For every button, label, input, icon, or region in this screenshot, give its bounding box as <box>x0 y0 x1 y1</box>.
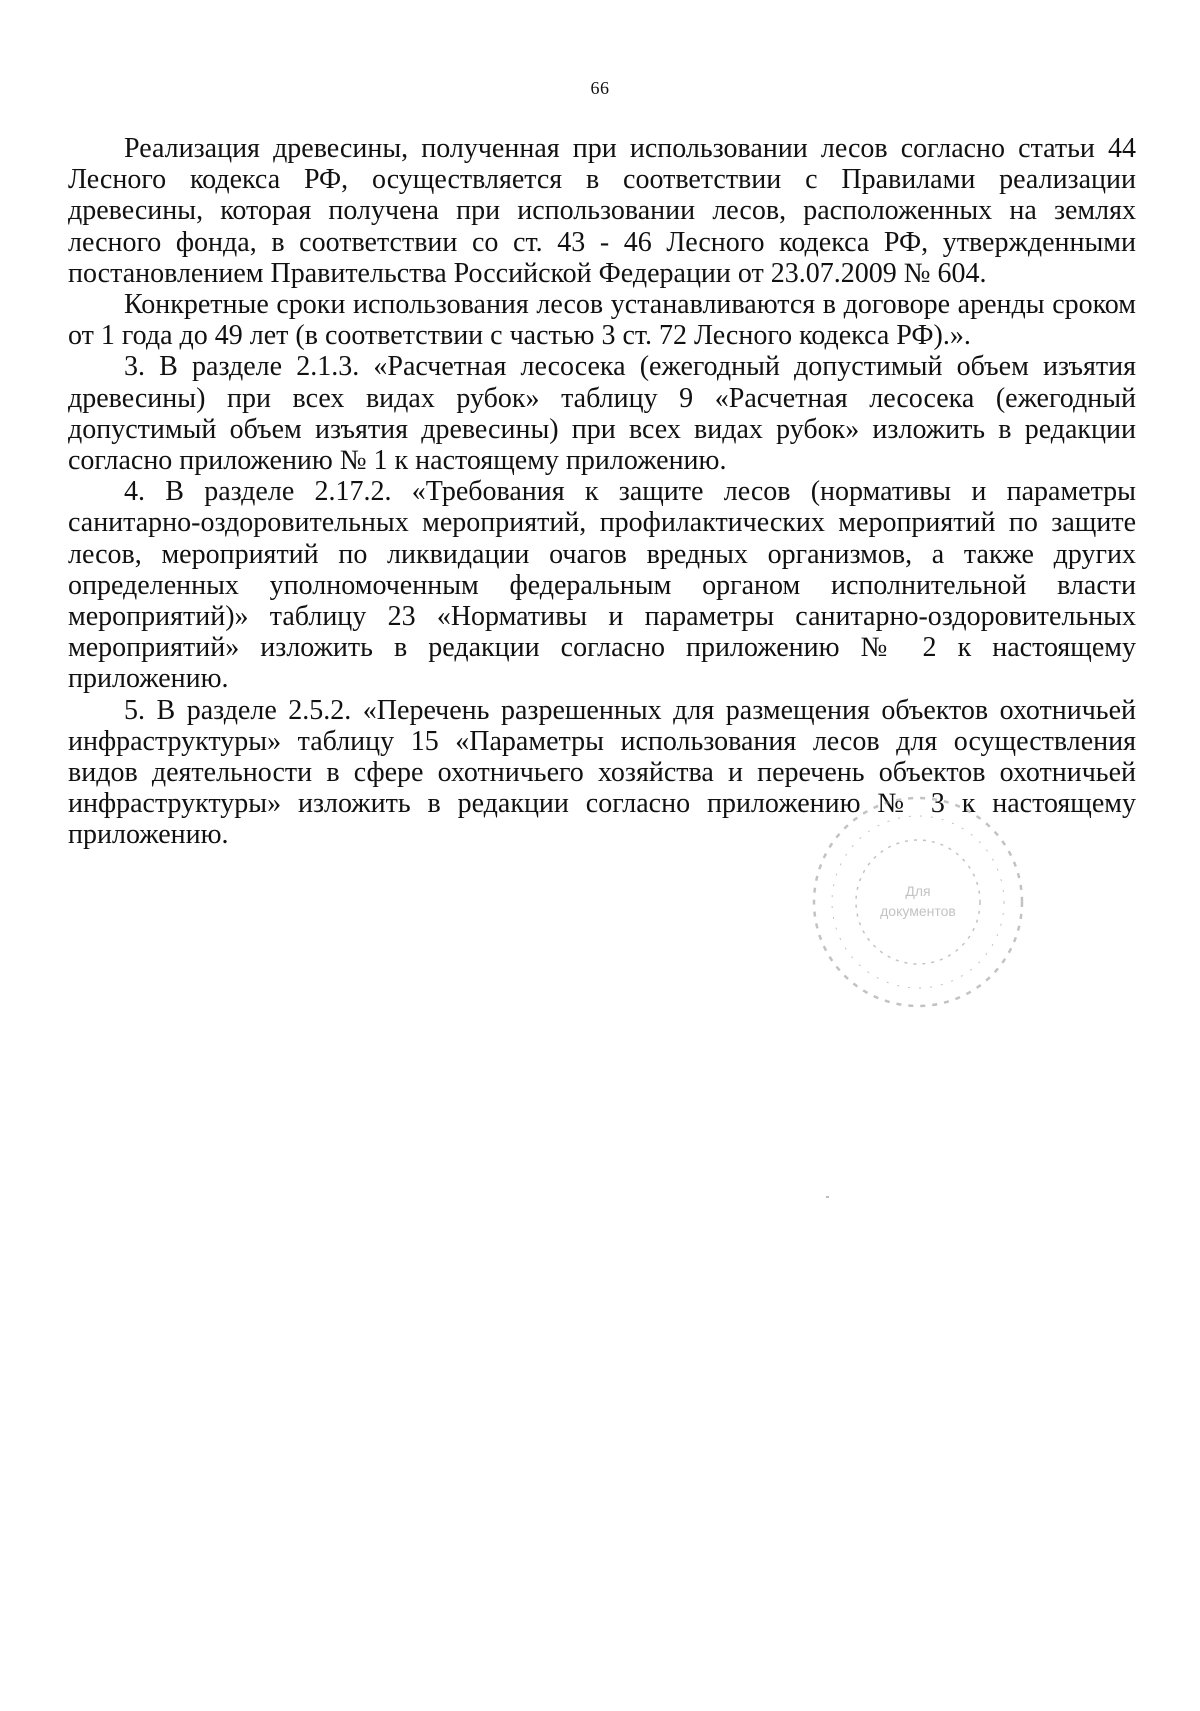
paragraph-item-4: 4. В разделе 2.17.2. «Требования к защите лесов (нормативы и параметры санитарно-оздоровительных мероприятий, профилактических мероприятий по защите лесов, мероприятий по ликвидации очагов вредных организмов, а также других определенных уполномоченным федеральным органом исполнительной власти мероприятий)» таблицу 23 «Нормативы и параметры санитарно-оздоровительных мероприятий» изложить в редакции согласно приложению № 2 к настоящему приложению. <box>68 476 1136 695</box>
scan-speck <box>826 1196 829 1198</box>
stamp-inner-ring <box>856 840 980 964</box>
stamp-center-line-2: документов <box>880 903 956 919</box>
stamp-center-line-1: Для <box>905 883 931 899</box>
document-body <box>68 133 1136 851</box>
paragraph-item-3: 3. В разделе 2.1.3. «Расчетная лесосека (ежегодный допустимый объем изъятия древесины) при всех видах рубок» таблицу 9 «Расчетная лесосека (ежегодный допустимый объем изъятия древесины) при всех видах рубок» изложить в редакции согласно приложению № 1 к настоящему приложению. <box>68 351 1136 477</box>
paragraph-lease-terms: Конкретные сроки использования лесов устанавливаются в договоре аренды сроком от 1 года до 49 лет (в соответствии с частью 3 ст. 72 Лесного кодекса РФ).». <box>68 289 1136 352</box>
paragraph-item-5: 5. В разделе 2.5.2. «Перечень разрешенных для размещения объектов охотничьей инфраструктуры» таблицу 15 «Параметры использования лесов для осуществления видов деятельности в сфере охотничьего хозяйства и перечень объектов охотничьей инфраструктуры» изложить в редакции согласно приложению № 3 к настоящему приложению. <box>68 694 1136 851</box>
page-number: 66 <box>590 78 610 98</box>
paragraph-timber-sale: Реализация древесины, полученная при использовании лесов согласно статьи 44 Лесного кодекса РФ, осуществляется в соответствии с Правилами реализации древесины, которая получена при использовании лесов, расположенных на землях лесного фонда, в соответствии со ст. 43 - 46 Лесного кодекса РФ, утвержденными постановлением Правительства Российской Федерации от 23.07.2009 № 604. <box>68 133 1136 289</box>
